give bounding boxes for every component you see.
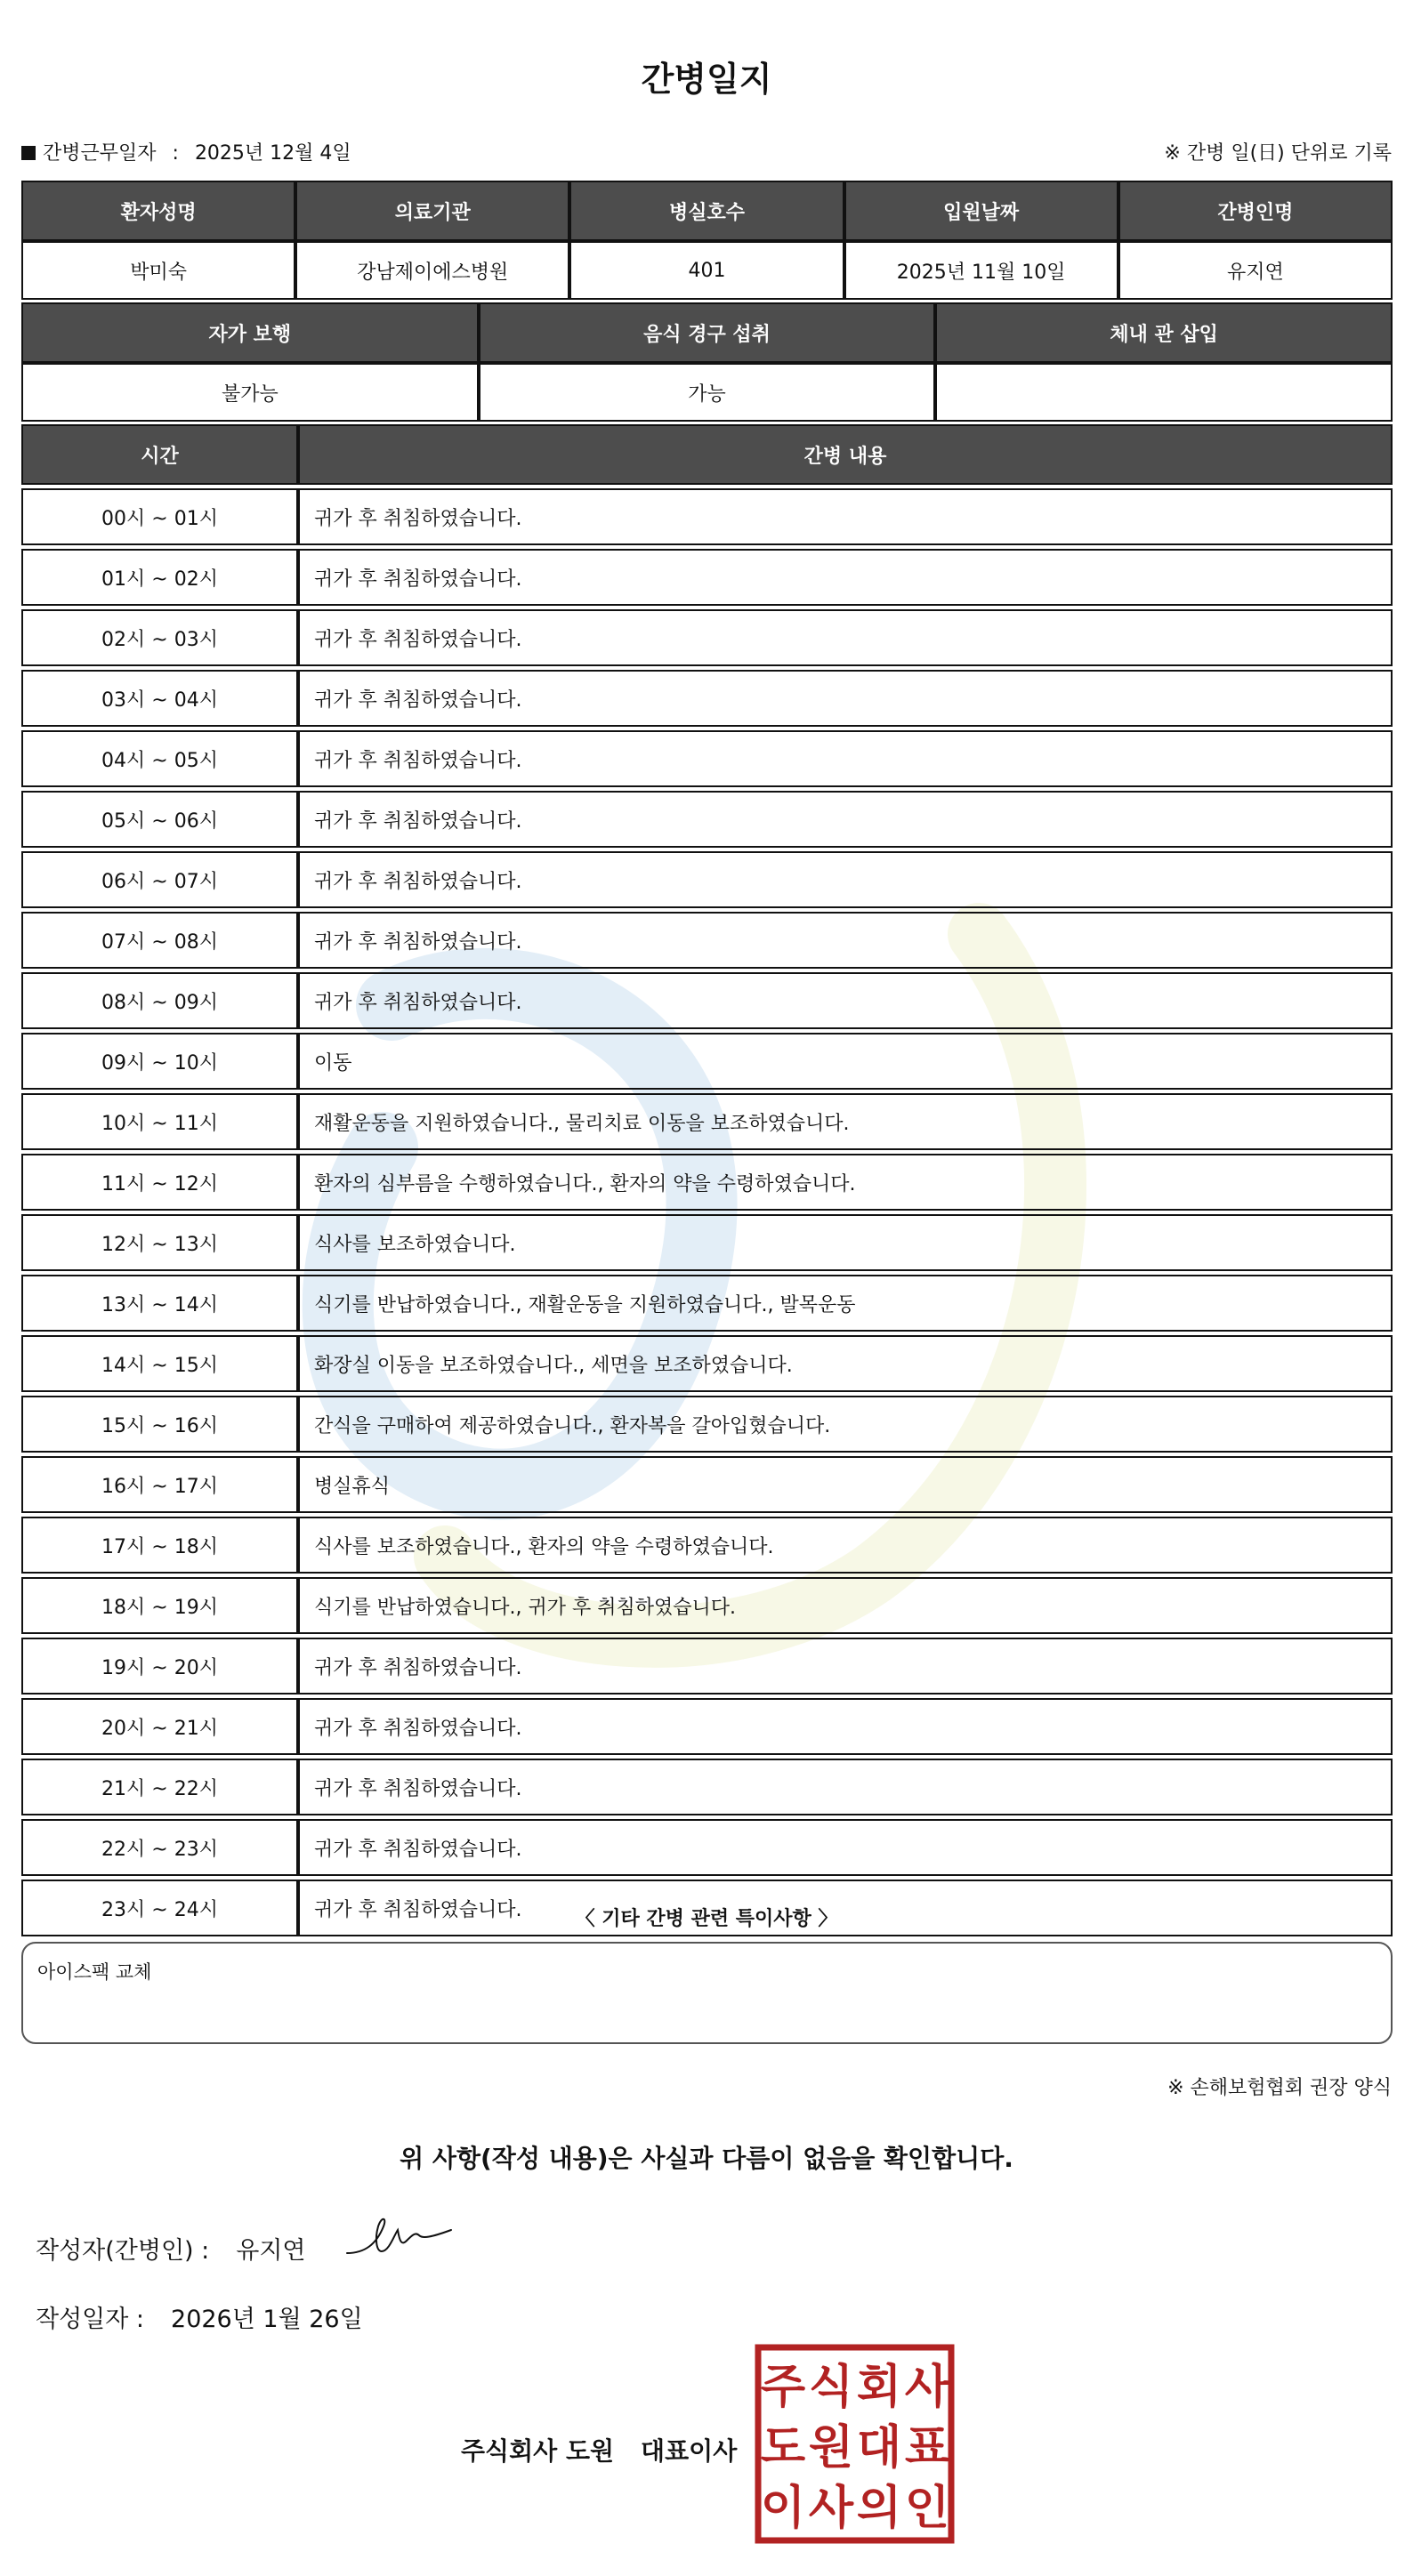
care-content: 식사를 보조하였습니다.	[298, 1214, 1393, 1271]
author-row	[36, 2231, 306, 2266]
care-content: 이동	[298, 1033, 1393, 1090]
care-content: 환자의 심부름을 수행하였습니다., 환자의 약을 수령하였습니다.	[298, 1154, 1393, 1211]
care-content: 귀가 후 취침하였습니다.	[298, 1759, 1393, 1815]
table-row	[21, 851, 1393, 908]
notes-title: 〈 기타 간병 관련 특이사항 〉	[575, 1908, 838, 1930]
time-slot: 15시 ~ 16시	[21, 1396, 298, 1453]
table-row	[21, 972, 1393, 1029]
stamp-char: 원	[808, 2421, 854, 2475]
recommendation-note: ※ 손해보험협회 권장 양식	[1167, 2077, 1392, 2099]
table-row	[21, 609, 1393, 666]
record-unit-note: ※ 간병 일(日) 단위로 기록	[1164, 142, 1392, 165]
ceo-title: 대표이사	[641, 2436, 738, 2466]
patient-info-header-row	[21, 181, 1393, 241]
time-slot: 14시 ~ 15시	[21, 1335, 298, 1392]
table-row	[21, 1819, 1393, 1876]
table-row	[21, 1093, 1393, 1150]
tube-insertion-value	[935, 363, 1393, 422]
room-number-value: 401	[569, 241, 844, 300]
work-date-label: 간병근무일자	[43, 142, 157, 165]
time-slot: 11시 ~ 12시	[21, 1154, 298, 1211]
time-slot: 16시 ~ 17시	[21, 1456, 298, 1513]
care-log-header-row	[21, 424, 1393, 485]
header-caregiver-name: 간병인명	[1118, 181, 1393, 241]
table-row	[21, 670, 1393, 727]
header-room-number: 병실호수	[569, 181, 844, 241]
time-slot: 09시 ~ 10시	[21, 1033, 298, 1090]
document-title: 간병일지	[641, 60, 772, 99]
stamp-char: 표	[904, 2421, 950, 2475]
time-slot: 13시 ~ 14시	[21, 1275, 298, 1332]
written-date-row	[36, 2299, 363, 2334]
time-slot: 08시 ~ 09시	[21, 972, 298, 1029]
care-content: 귀가 후 취침하였습니다.	[298, 488, 1393, 545]
table-row	[21, 791, 1393, 848]
patient-info-value-row	[21, 241, 1393, 300]
header-patient-name: 환자성명	[21, 181, 295, 241]
written-date-value: 2026년 1월 26일	[171, 2306, 363, 2333]
care-log-table	[21, 421, 1393, 1940]
table-row	[21, 730, 1393, 787]
self-walking-value: 불가능	[21, 363, 479, 422]
stamp-char: 사	[808, 2482, 854, 2535]
care-content: 식기를 반납하였습니다., 재활운동을 지원하였습니다., 발목운동	[298, 1275, 1393, 1332]
time-slot: 05시 ~ 06시	[21, 791, 298, 848]
patient-status-value-row	[21, 363, 1393, 422]
care-content: 귀가 후 취침하였습니다.	[298, 549, 1393, 606]
patient-status-table	[21, 302, 1393, 422]
care-content: 귀가 후 취침하였습니다.	[298, 1698, 1393, 1755]
care-content: 재활운동을 지원하였습니다., 물리치료 이동을 보조하였습니다.	[298, 1093, 1393, 1150]
table-row	[21, 549, 1393, 606]
time-slot: 21시 ~ 22시	[21, 1759, 298, 1815]
time-slot: 01시 ~ 02시	[21, 549, 298, 606]
oral-intake-value: 가능	[479, 363, 936, 422]
stamp-char: 대	[856, 2421, 902, 2475]
stamp-char: 이	[760, 2482, 806, 2535]
time-slot: 03시 ~ 04시	[21, 670, 298, 727]
table-row	[21, 1033, 1393, 1090]
stamp-char: 의	[856, 2482, 902, 2535]
care-content: 귀가 후 취침하였습니다.	[298, 972, 1393, 1029]
table-row	[21, 1698, 1393, 1755]
table-row	[21, 1396, 1393, 1453]
header-admission-date: 입원날짜	[844, 181, 1118, 241]
square-bullet-icon	[21, 146, 36, 160]
time-slot: 19시 ~ 20시	[21, 1638, 298, 1695]
table-row	[21, 1154, 1393, 1211]
table-row	[21, 1214, 1393, 1271]
time-slot: 07시 ~ 08시	[21, 912, 298, 969]
author-value: 유지연	[236, 2237, 306, 2265]
care-content: 귀가 후 취침하였습니다.	[298, 1880, 1393, 1936]
notes-text: 아이스팩 교체	[37, 1961, 152, 1983]
header-time: 시간	[21, 424, 298, 485]
caregiver-name-value: 유지연	[1118, 241, 1393, 300]
patient-name-value: 박미숙	[21, 241, 295, 300]
confirmation-statement: 위 사항(작성 내용)은 사실과 다름이 없음을 확인합니다.	[400, 2144, 1013, 2173]
stamp-char: 회	[856, 2361, 902, 2414]
time-slot: 00시 ~ 01시	[21, 488, 298, 545]
stamp-char: 주	[760, 2361, 806, 2414]
care-content: 화장실 이동을 보조하였습니다., 세면을 보조하였습니다.	[298, 1335, 1393, 1392]
care-content: 식기를 반납하였습니다., 귀가 후 취침하였습니다.	[298, 1577, 1393, 1634]
time-slot: 23시 ~ 24시	[21, 1880, 298, 1936]
time-slot: 18시 ~ 19시	[21, 1577, 298, 1634]
header-self-walking: 자가 보행	[21, 302, 479, 363]
written-date-label: 작성일자 :	[36, 2306, 145, 2333]
table-row	[21, 1456, 1393, 1513]
time-slot: 06시 ~ 07시	[21, 851, 298, 908]
care-content: 귀가 후 취침하였습니다.	[298, 1819, 1393, 1876]
care-content: 귀가 후 취침하였습니다.	[298, 1638, 1393, 1695]
work-date-row	[21, 138, 1392, 165]
company-signature	[461, 2432, 737, 2467]
time-slot: 22시 ~ 23시	[21, 1819, 298, 1876]
work-date-value: 2025년 12월 4일	[194, 142, 351, 165]
stamp-char: 사	[904, 2361, 950, 2414]
care-content: 귀가 후 취침하였습니다.	[298, 670, 1393, 727]
table-row	[21, 1335, 1393, 1392]
time-slot: 20시 ~ 21시	[21, 1698, 298, 1755]
stamp-char: 도	[760, 2421, 806, 2475]
work-date-separator: :	[172, 142, 179, 165]
care-log-body	[21, 488, 1393, 1936]
time-slot: 04시 ~ 05시	[21, 730, 298, 787]
time-slot: 10시 ~ 11시	[21, 1093, 298, 1150]
header-tube-insertion: 체내 관 삽입	[935, 302, 1393, 363]
care-content: 귀가 후 취침하였습니다.	[298, 609, 1393, 666]
patient-status-header-row	[21, 302, 1393, 363]
table-row	[21, 1577, 1393, 1634]
care-content: 귀가 후 취침하였습니다.	[298, 791, 1393, 848]
care-content: 귀가 후 취침하였습니다.	[298, 851, 1393, 908]
company-name: 주식회사 도원	[461, 2436, 615, 2466]
work-date	[21, 138, 351, 165]
institution-value: 강남제이에스병원	[295, 241, 569, 300]
admission-date-value: 2025년 11월 10일	[844, 241, 1118, 300]
company-seal-stamp	[755, 2344, 955, 2544]
time-slot: 02시 ~ 03시	[21, 609, 298, 666]
care-content: 병실휴식	[298, 1456, 1393, 1513]
header-institution: 의료기관	[295, 181, 569, 241]
table-row	[21, 488, 1393, 545]
table-row	[21, 1638, 1393, 1695]
patient-info-table	[21, 181, 1393, 300]
care-content: 간식을 구매하여 제공하였습니다., 환자복을 갈아입혔습니다.	[298, 1396, 1393, 1453]
time-slot: 12시 ~ 13시	[21, 1214, 298, 1271]
table-row	[21, 1759, 1393, 1815]
table-row	[21, 1275, 1393, 1332]
header-care-content: 간병 내용	[298, 424, 1393, 485]
care-content: 식사를 보조하였습니다., 환자의 약을 수령하였습니다.	[298, 1517, 1393, 1574]
care-content: 귀가 후 취침하였습니다.	[298, 912, 1393, 969]
table-row	[21, 1517, 1393, 1574]
author-label: 작성자(간병인) :	[36, 2237, 210, 2265]
stamp-char: 인	[904, 2482, 950, 2535]
table-row	[21, 912, 1393, 969]
signature-icon	[343, 2209, 458, 2262]
time-slot: 17시 ~ 18시	[21, 1517, 298, 1574]
stamp-char: 식	[808, 2361, 854, 2414]
notes-box	[21, 1942, 1393, 2044]
care-content: 귀가 후 취침하였습니다.	[298, 730, 1393, 787]
header-oral-intake: 음식 경구 섭취	[479, 302, 936, 363]
